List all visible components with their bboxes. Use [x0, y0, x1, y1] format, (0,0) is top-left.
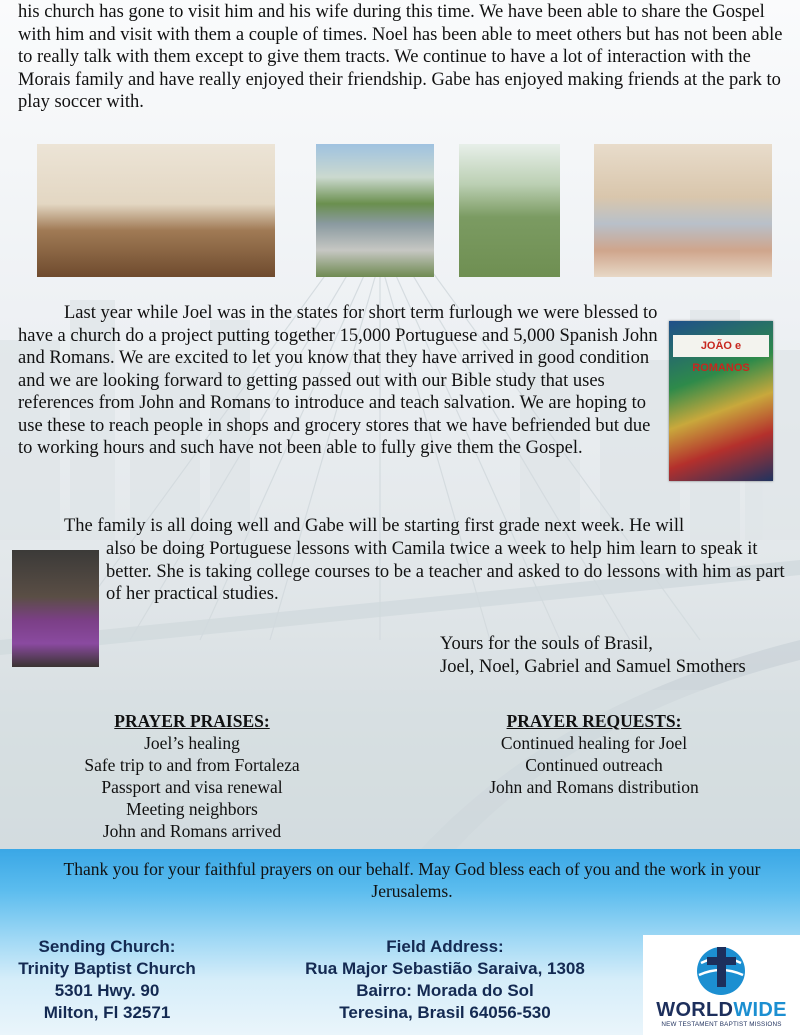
- list-item: John and Romans distribution: [489, 777, 699, 797]
- signoff-line-1: Yours for the souls of Brasil,: [440, 634, 653, 654]
- prayer-requests-heading: PRAYER REQUESTS:: [506, 711, 682, 731]
- signoff: [440, 633, 746, 678]
- field-address-street: Rua Major Sebastião Saraiva, 1308: [305, 959, 585, 978]
- book-cover-title: JOÃO e ROMANOS: [673, 335, 769, 357]
- sending-church-label: Sending Church:: [38, 937, 176, 956]
- prayer-praises-section: [60, 710, 324, 842]
- list-item: Continued outreach: [525, 755, 663, 775]
- list-item: Continued healing for Joel: [500, 733, 688, 753]
- sending-church-city: Milton, Fl 32571: [43, 1003, 171, 1022]
- list-item: Passport and visa renewal: [101, 777, 283, 797]
- list-item: John and Romans arrived: [102, 821, 282, 841]
- paragraph-family-first-line: The family is all doing well and Gabe will be starting first grade next week. He will: [64, 516, 685, 536]
- signoff-names: Joel, Noel, Gabriel and Samuel Smothers: [440, 656, 746, 677]
- list-item: Joel’s healing: [144, 733, 240, 753]
- worldwide-missions-logo: [643, 935, 800, 1035]
- logo-subtitle: NEW TESTAMENT BAPTIST MISSIONS: [661, 1021, 782, 1028]
- field-address-city: Teresina, Brasil 64056-530: [339, 1003, 551, 1022]
- prayer-praises-heading: PRAYER PRAISES:: [114, 711, 270, 731]
- paragraph-church-visit: his church has gone to visit him and his wife during this time. We have been able to share the Gospel with him and visit with them a couple of times. Noel has been able to meet others but has not been able to really talk with them except to give them tracts. We continue to have a lot of interaction with the Morais family and have really enjoyed their friendship. Gabe has enjoyed making friends at the park to play soccer with.: [18, 2, 783, 112]
- photo-kids-playing-soccer: [459, 144, 560, 277]
- field-address-label: Field Address:: [386, 937, 504, 956]
- logo-wordmark: WORLDWIDE: [656, 999, 787, 1021]
- field-address: [270, 936, 620, 1024]
- paragraph-john-and-romans: Last year while Joel was in the states for short term furlough we were blessed to have a church do a project putting together 15,000 Portuguese and 5,000 Spanish John and Romans. We are excited to let you know that they have arrived in good condition and we are looking forward to getting passed out with our Bible study that uses references from John and Romans to introduce and teach salvation. We are hoping to use these to reach people in shops and grocery stores that we have befriended but due to working hours and such have not been able to fully give them the Gospel.: [18, 303, 658, 458]
- prayer-requests-section: [470, 710, 718, 798]
- john-and-romans-book-cover: [669, 321, 773, 481]
- field-address-district: Bairro: Morada do Sol: [356, 981, 534, 1000]
- photo-family-dinner: [37, 144, 275, 277]
- photo-hospital-visit: [594, 144, 772, 277]
- sending-church-address: [4, 936, 210, 1024]
- prayer-praises-list: [60, 732, 324, 842]
- prayer-requests-list: [470, 732, 718, 798]
- list-item: Safe trip to and from Fortaleza: [84, 755, 300, 775]
- list-item: Meeting neighbors: [126, 799, 258, 819]
- thank-you-message: Thank you for your faithful prayers on our behalf. May God bless each of you and the work in your Jerusalems.: [63, 859, 761, 901]
- globe-cross-icon: [643, 935, 800, 999]
- photo-camila: [12, 550, 99, 667]
- sending-church-street: 5301 Hwy. 90: [54, 981, 160, 1000]
- sending-church-name: Trinity Baptist Church: [18, 959, 196, 978]
- paragraph-family-rest: also be doing Portuguese lessons with Camila twice a week to help him learn to speak it better. She is taking college courses to be a teacher and asked to do lessons with him as part of her practical studies.: [106, 539, 785, 604]
- photo-children-at-park-fence: [316, 144, 434, 277]
